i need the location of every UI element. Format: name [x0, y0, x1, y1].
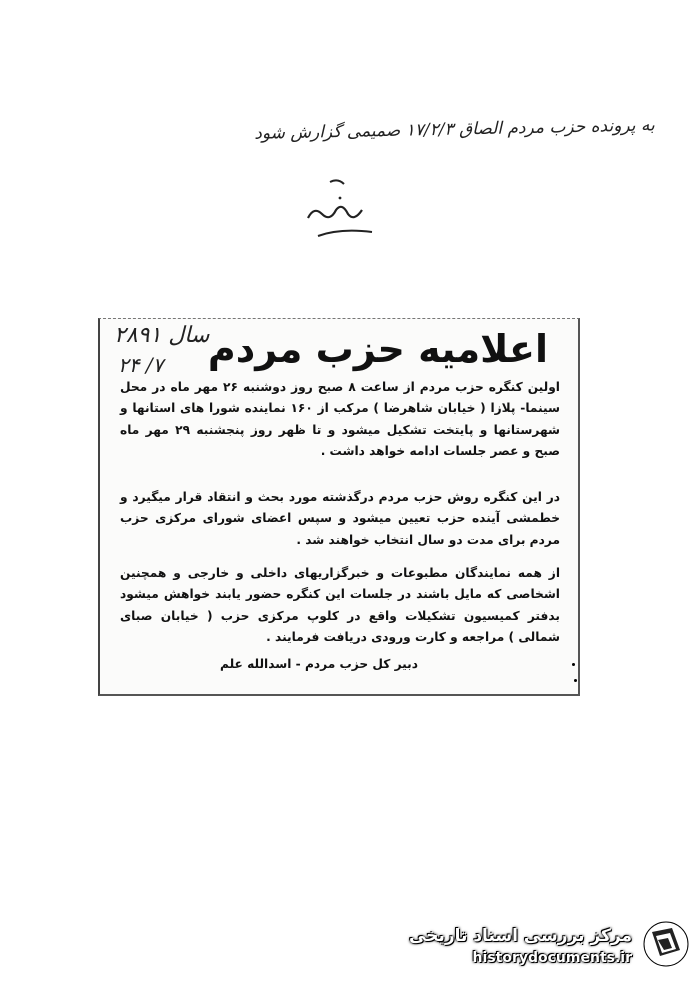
watermark-title: مرکز بررسی اسناد تاریخی — [409, 926, 632, 946]
announcement-paragraph: از همه نمایندگان مطبوعات و خبرگزاریهای داخلی و خارجی و همچنین اشخاصی که مایل باشند در جلسات این کنگره حضور یابند خواهش میشود بدفتر کمیسیون تشکیلات واقع در کلوپ مرکزی حزب ( خیابان صبای شمالی ) مراجعه و کارت ورودی دریافت فرمایند . — [120, 566, 560, 645]
handwritten-filing-note: به پرونده حزب مردم الصاق ۱۷/۲/۳ صمیمی گزارش شود — [254, 115, 655, 144]
announcement-headline: اعلامیه حزب مردم — [207, 327, 548, 371]
announcement-paragraph: در این کنگره روش حزب مردم درگذشته مورد بحث و انتقاد قرار میگیرد و خطمشی آینده حزب تعیین میشود و سپس اعضای شورای مرکزی حزب مردم برای مدت دو سال انتخاب خواهند شد . — [120, 490, 560, 547]
scan-speck — [574, 679, 577, 682]
scan-speck — [572, 663, 575, 666]
announcement-paragraph: اولین کنگره حزب مردم از ساعت ۸ صبح روز دوشنبه ۲۶ مهر ماه در محل سینما- پلازا ( خیابان شاهرضا ) مرکب از ۱۶۰ نماینده شورا های استانها و شهرستانها و پایتخت تشکیل میشود و تا ظهر روز پنجشنبه ۲۹ مهر ماه صبح و عصر جلسات ادامه خواهد داشت . — [120, 380, 561, 459]
archive-number-line-2: ۲۴ /۷ — [118, 353, 164, 377]
archive-number-line-1: ۲۸۹۱ سال — [114, 323, 210, 348]
archive-logo-icon — [642, 920, 690, 968]
announcement-signoff: دبیر کل حزب مردم - اسدالله علم — [220, 657, 418, 671]
watermark-url: historydocuments.ir — [472, 950, 632, 966]
archive-watermark — [402, 918, 692, 976]
handwritten-signature — [300, 176, 380, 246]
newspaper-clipping — [98, 318, 580, 696]
